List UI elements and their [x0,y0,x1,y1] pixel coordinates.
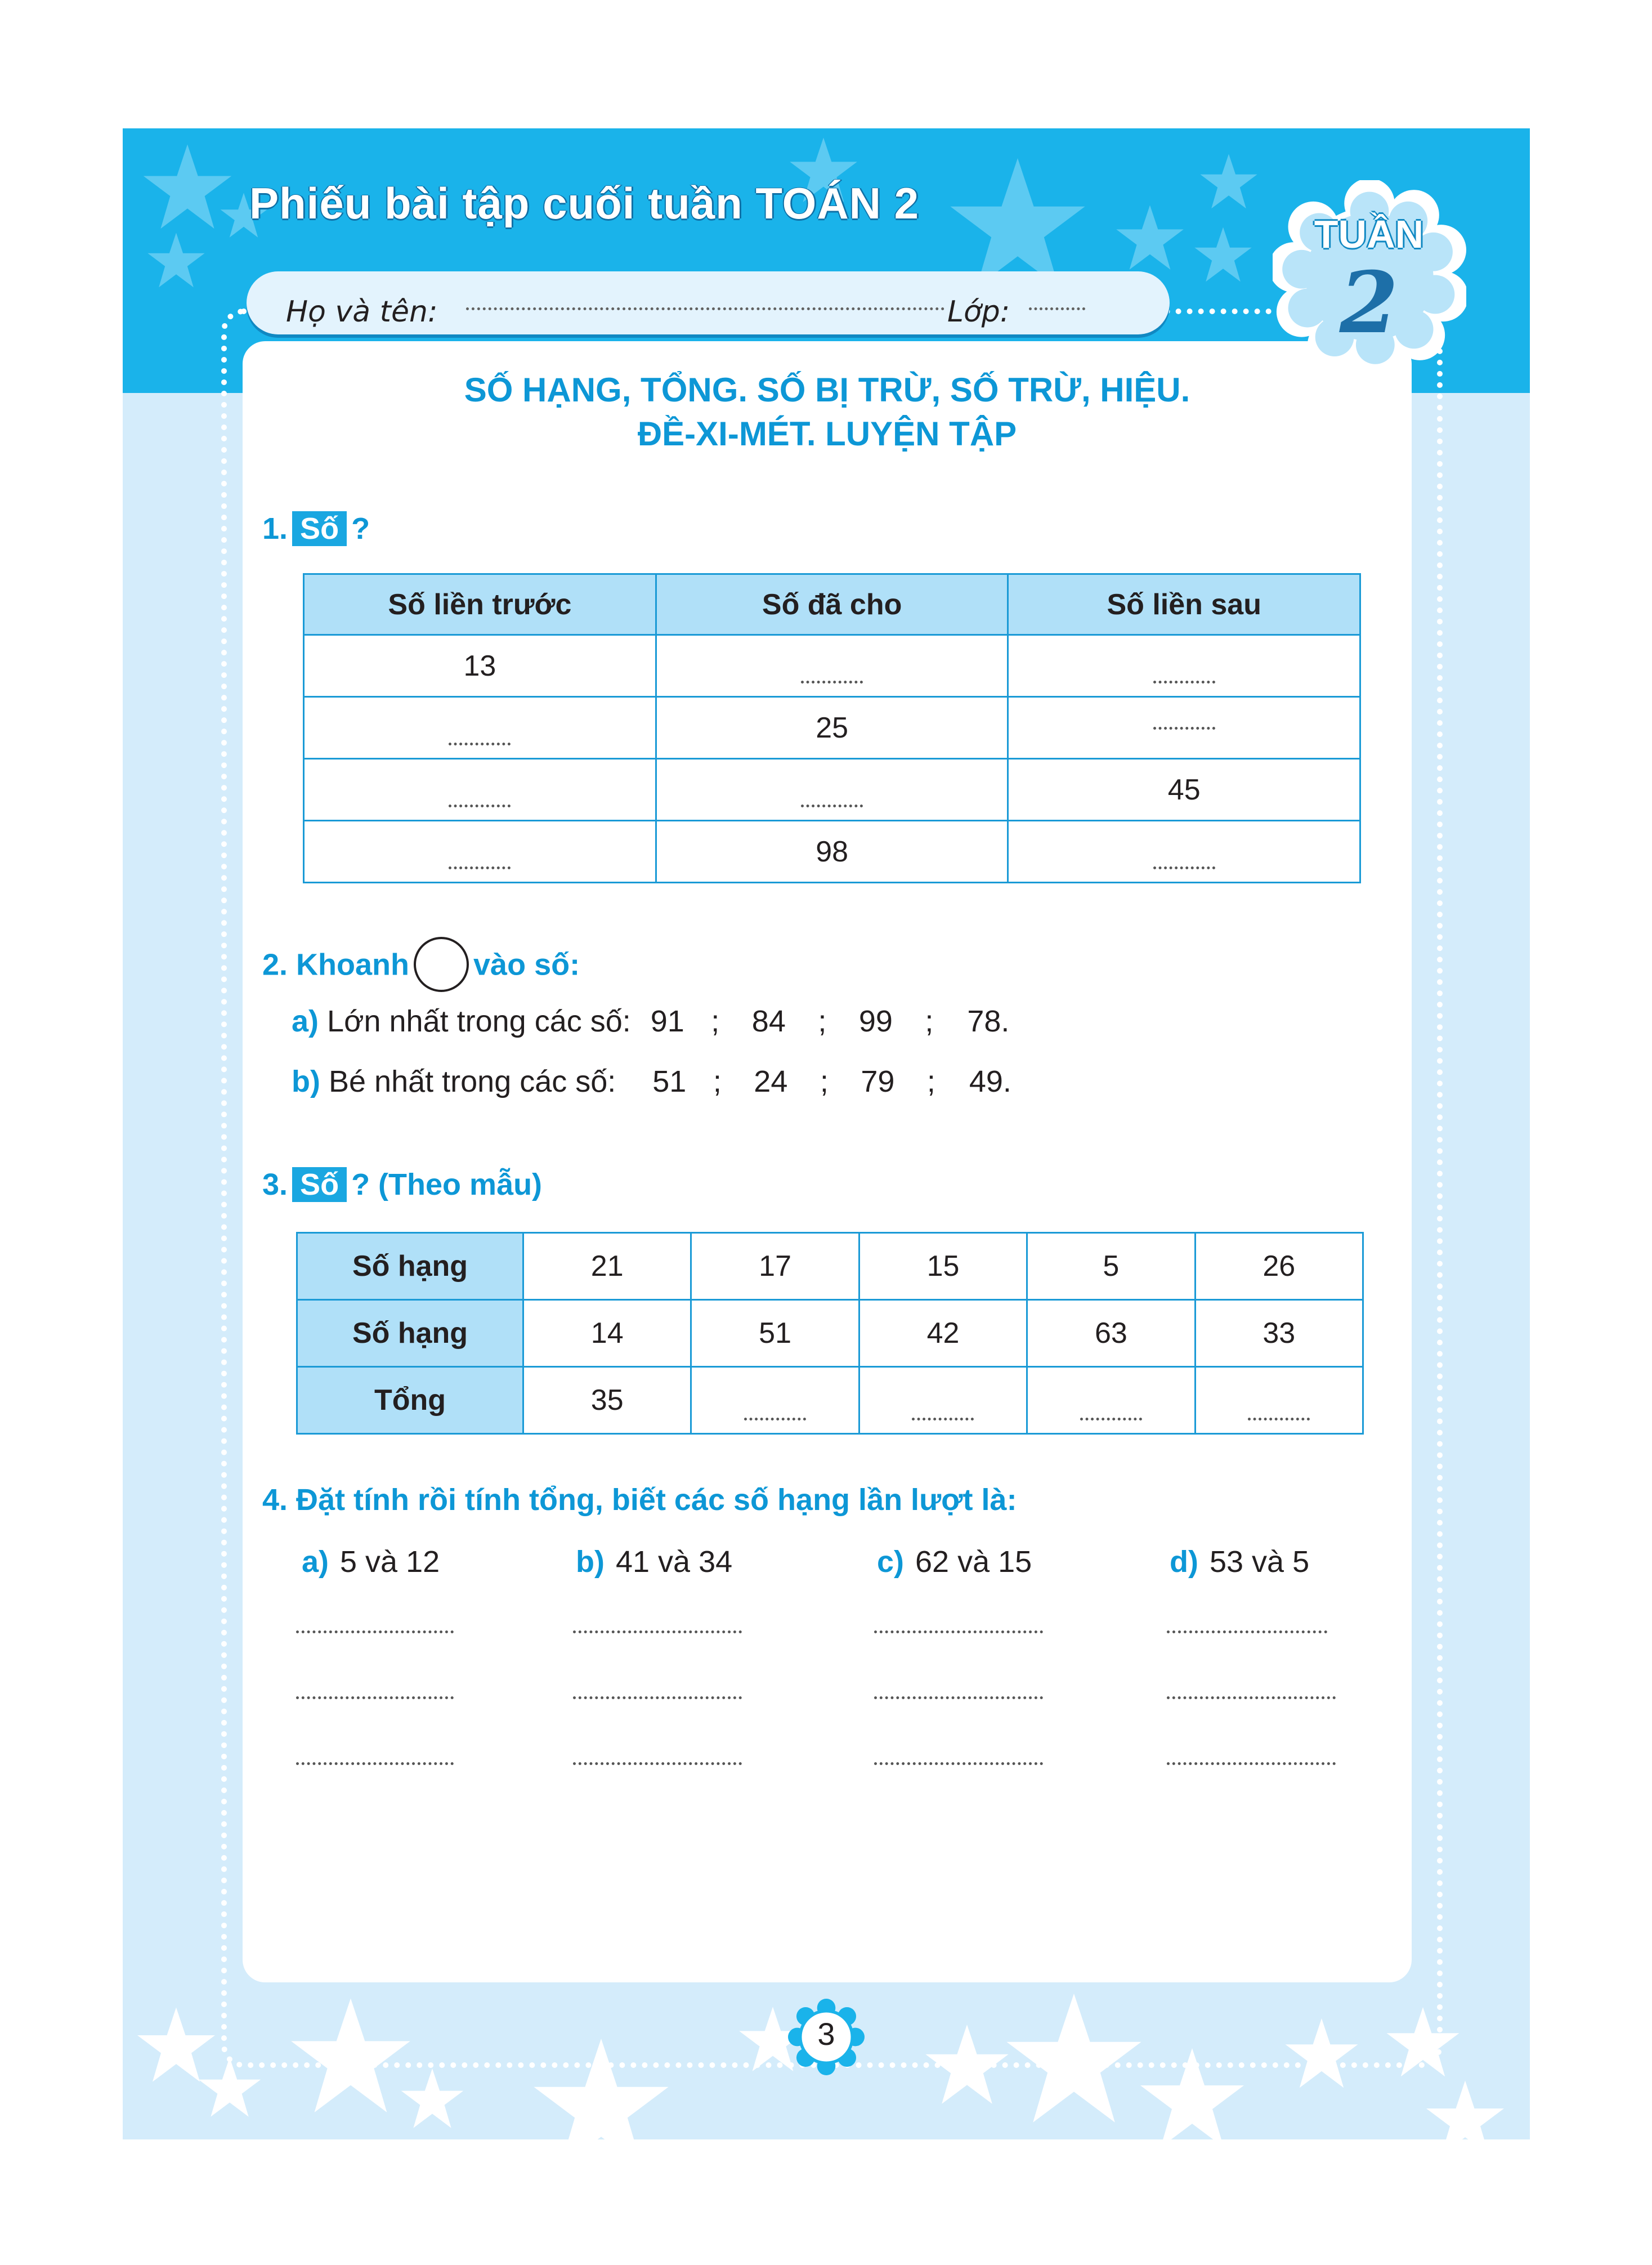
q3-cell: 14 [523,1300,691,1367]
q3-row-label: Số hạng [297,1300,523,1367]
q3-blank[interactable] [691,1367,859,1434]
number-option[interactable]: 79 [861,1065,895,1098]
q3-cell: 5 [1027,1233,1195,1300]
q3-cell: 42 [859,1300,1027,1367]
question-3-title [262,1167,542,1202]
class-field[interactable] [1029,307,1085,310]
star-icon [1192,224,1254,286]
number-option[interactable]: 24 [754,1065,788,1098]
q1-cell: 13 [304,635,656,697]
item-text: Lớn nhất trong các số: [327,1004,631,1038]
q3-row-label: Tổng [297,1367,523,1434]
q2-row-a [292,1004,1017,1039]
separator: ; [818,1004,827,1038]
lesson-heading-line1: SỐ HẠNG, TỔNG. SỐ BỊ TRỪ, SỐ TRỪ, HIỆU. [464,371,1190,409]
question-4-title: 4. Đặt tính rồi tính tổng, biết các số hạng lần lượt là: [262,1483,1017,1517]
q1-blank[interactable] [304,821,656,883]
worksheet-title: Phiếu bài tập cuối tuần TOÁN 2 [249,178,920,228]
question-number: 1. [262,512,288,546]
name-label: Họ và tên: [286,295,438,329]
week-number: 2 [1339,253,1399,352]
separator: ; [925,1004,934,1038]
circle-icon [414,937,469,992]
answer-line[interactable] [296,1762,454,1765]
item-label: a) [292,1004,319,1038]
star-icon [1113,202,1187,275]
item-text: 53 và 5 [1209,1545,1310,1579]
answer-line[interactable] [573,1696,742,1699]
item-label: b) [292,1065,320,1098]
student-info-bar [247,271,1170,334]
q3-blank[interactable] [859,1367,1027,1434]
q3-blank[interactable] [1195,1367,1363,1434]
item-label: a) [302,1545,329,1579]
q3-cell: 63 [1027,1300,1195,1367]
answer-line[interactable] [573,1630,742,1633]
so-box: Số [292,1167,347,1202]
answer-line[interactable] [573,1762,742,1765]
answer-line[interactable] [1167,1630,1327,1633]
answer-line[interactable] [296,1630,454,1633]
q1-blank[interactable] [1008,635,1360,697]
week-label: TUẦN [1314,212,1424,256]
number-option[interactable]: 49. [969,1065,1011,1098]
q4-item-d [1170,1544,1309,1579]
item-text: Bé nhất trong các số: [328,1065,616,1098]
star-icon [1423,2076,1507,2139]
item-text: 41 và 34 [615,1545,733,1579]
q1-blank[interactable] [1008,697,1360,759]
q4-item-b [576,1544,732,1579]
item-label: d) [1170,1545,1198,1579]
class-label: Lớp: [947,295,1010,329]
separator: ; [711,1004,720,1038]
answer-line[interactable] [874,1696,1043,1699]
number-option[interactable]: 78. [967,1004,1010,1038]
separator: ; [926,1065,935,1098]
q3-cell: 21 [523,1233,691,1300]
worksheet-background [123,128,1530,2139]
star-icon [399,2065,466,2133]
q1-blank[interactable] [304,697,656,759]
q3-cell: 51 [691,1300,859,1367]
question-2-title [262,939,580,994]
q3-blank[interactable] [1027,1367,1195,1434]
star-icon [145,230,207,292]
q4-item-a [302,1544,440,1579]
answer-line[interactable] [1167,1696,1336,1699]
question-1-title [262,511,370,546]
number-option[interactable]: 99 [858,1004,893,1038]
item-text: 5 và 12 [340,1545,440,1579]
question-suffix: vào số: [473,948,580,982]
number-option[interactable]: 91 [650,1004,684,1038]
item-label: b) [576,1545,605,1579]
q3-cell: 33 [1195,1300,1363,1367]
name-field[interactable] [466,307,944,310]
answer-line[interactable] [1167,1762,1336,1765]
question-suffix: ? [351,512,370,546]
lesson-heading-line2: ĐỀ-XI-MÉT. LUYỆN TẬP [637,415,1017,453]
item-label: c) [877,1545,905,1579]
answer-line[interactable] [874,1630,1043,1633]
q1-table [303,573,1361,883]
q1-blank[interactable] [1008,821,1360,883]
q1-header-given: Số đã cho [656,574,1008,635]
q1-cell: 45 [1008,759,1360,821]
separator: ; [820,1065,829,1098]
q1-cell: 25 [656,697,1008,759]
answer-line[interactable] [874,1762,1043,1765]
q1-cell: 98 [656,821,1008,883]
separator: ; [713,1065,722,1098]
q2-row-b [292,1064,1018,1099]
question-number: 3. [262,1168,288,1201]
q4-item-c [877,1544,1032,1579]
answer-line[interactable] [296,1696,454,1699]
so-box: Số [292,511,347,546]
q3-table [296,1232,1364,1435]
q1-header-next: Số liền sau [1008,574,1360,635]
q3-cell: 26 [1195,1233,1363,1300]
number-option[interactable]: 84 [751,1004,786,1038]
q1-blank[interactable] [656,759,1008,821]
q3-cell: 35 [523,1367,691,1434]
page-number: 3 [817,2016,835,2052]
q1-blank[interactable] [656,635,1008,697]
star-icon [1198,151,1260,213]
question-prefix: 2. Khoanh [262,948,410,982]
q3-cell: 15 [859,1233,1027,1300]
q3-row-label: Số hạng [297,1233,523,1300]
q1-blank[interactable] [304,759,656,821]
number-option[interactable]: 51 [652,1065,687,1098]
q1-header-prev: Số liền trước [304,574,656,635]
item-text: 62 và 15 [915,1545,1032,1579]
question-suffix: ? (Theo mẫu) [351,1168,543,1201]
q3-cell: 17 [691,1233,859,1300]
